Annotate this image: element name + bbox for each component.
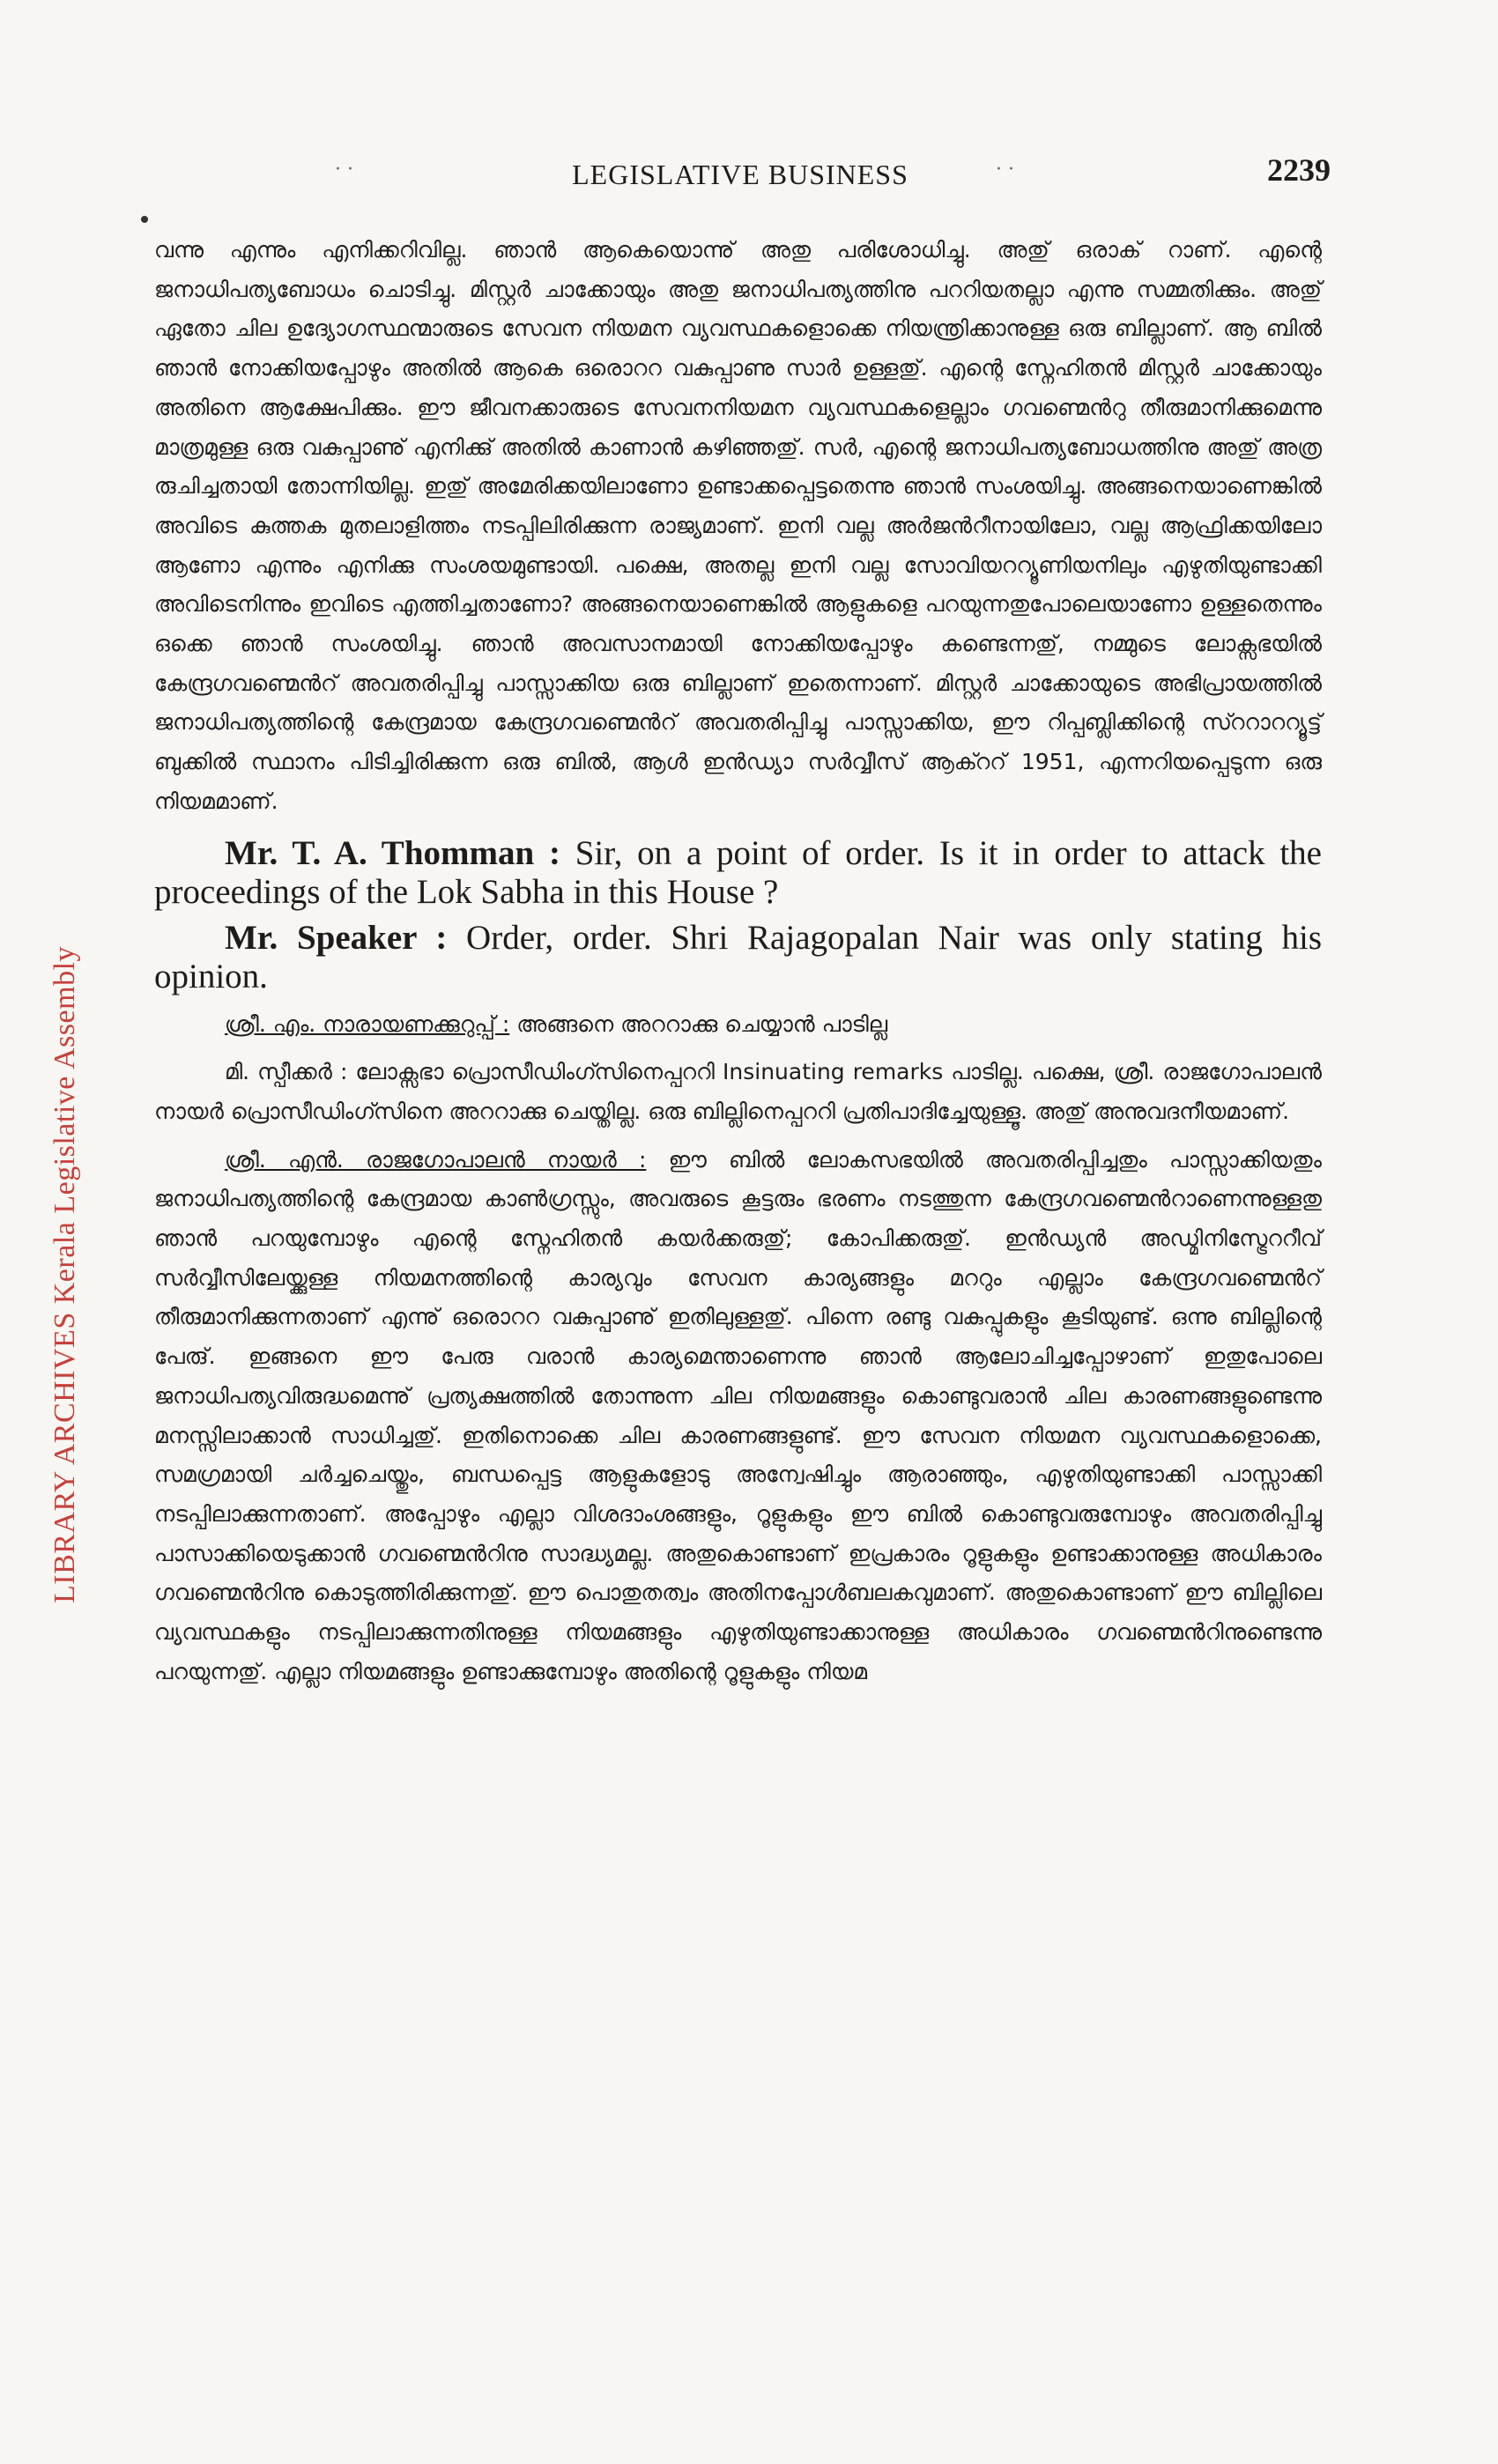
header-smudge-right: · · (996, 159, 1014, 181)
paragraph-text: അങ്ങനെ അററാക്കു ചെയ്യാൻ പാടില്ല (509, 1010, 888, 1037)
speaker-name: ശ്രീ. എൻ. രാജഗോപാലൻ നായർ : (225, 1146, 647, 1173)
speaker-name: Mr. T. A. Thomman : (225, 833, 560, 872)
margin-dot (141, 216, 148, 223)
speaker-name: Mr. Speaker : (225, 918, 448, 957)
paragraph-4 (154, 1005, 1322, 1045)
paragraph-text: Sir, on a point of order. Is it in order to attack the proceedings of the Lok Sabha in this House ? (154, 833, 1322, 911)
paragraph-text: വന്നു എന്നും എനിക്കറിവില്ല. ഞാൻ ആകെയൊന്നു് അതു പരിശോധിച്ചു. അതു് ഒരാക് റാണ്. എന്റെ ജനാധിപത്യബോധം ചൊടിച്ചു. മിസ്റ്റർ ചാക്കോയും അതു ജനാധിപത്യത്തിനു പററിയതല്ലാ എന്നു സമ്മതിക്കും. അതു് ഏതോ ചില ഉദ്യോഗസ്ഥന്മാരുടെ സേവന നിയമന വ്യവസ്ഥകളൊക്കെ നിയന്ത്രിക്കാനുള്ള ഒരു ബില്ലാണ്. ആ ബിൽ ഞാൻ നോക്കിയപ്പോഴും അതിൽ ആകെ ഒരൊററ വകുപ്പാണു സാർ ഉള്ളതു്. എന്റെ സ്നേഹിതൻ മിസ്റ്റർ ചാക്കോയും അതിനെ ആക്ഷേപിക്കും. ഈ ജീവനക്കാരുടെ സേവനനിയമന വ്യവസ്ഥകളെല്ലാം ഗവണ്മെൻറു തീരുമാനിക്കുമെന്നു മാത്രമുള്ള ഒരു വകുപ്പാണു് എനിക്കു് അതിൽ കാണാൻ കഴിഞ്ഞതു്. സർ, എന്റെ ജനാധിപത്യബോധത്തിനു അതു് അത്ര രുചിച്ചതായി തോന്നിയില്ല. ഇതു് അമേരിക്കയിലാണോ ഉണ്ടാക്കപ്പെട്ടതെന്നു ഞാൻ സംശയിച്ചു. അങ്ങനെയാണെങ്കിൽ അവിടെ കുത്തക മുതലാളിത്തം നടപ്പിലിരിക്കുന്ന രാജ്യമാണ്. ഇനി വല്ല അർജൻറീനായിലോ, വല്ല ആഫ്രിക്കയിലോ ആണോ എന്നും എനിക്കു സംശയമുണ്ടായി. പക്ഷെ, അതല്ല ഇനി വല്ല സോവിയററ്യൂണിയനിലും എഴുതിയുണ്ടാക്കി അവിടെനിന്നും ഇവിടെ എത്തിച്ചതാണോ? അങ്ങനെയാണെങ്കിൽ ആളുകളെ പറയുന്നതുപോലെയാണോ ഉള്ളതെന്നും ഒക്കെ ഞാൻ സംശയിച്ചു. ഞാൻ അവസാനമായി നോക്കിയപ്പോഴും കണ്ടെന്നതു്, നമ്മുടെ ലോക്സഭയിൽ കേന്ദ്രഗവണ്മെൻറ് അവതരിപ്പിച്ചു പാസ്സാക്കിയ ഒരു ബില്ലാണ് ഇതെന്നാണ്. മിസ്റ്റർ ചാക്കോയുടെ അഭിപ്രായത്തിൽ ജനാധിപത്യത്തിന്റെ കേന്ദ്രമായ കേന്ദ്രഗവണ്മെൻറ് അവതരിപ്പിച്ചു പാസ്സാക്കിയ, ഈ റിപ്പബ്ലിക്കിന്റെ സ്ററാററ്യൂട്ട് ബുക്കിൽ സ്ഥാനം പിടിച്ചിരിക്കുന്ന ഒരു ബിൽ, ആൾ ഇൻഡ്യാ സർവ്വീസ് ആക്ററ് 1951, എന്നറിയപ്പെടുന്ന ഒരു നിയമമാണ്. (154, 237, 1322, 814)
paragraph-6 (154, 1141, 1322, 1692)
body-text (154, 231, 1322, 1699)
page-number: 2239 (1267, 152, 1331, 188)
header-smudge-left: · · (335, 159, 353, 181)
speaker-name: ശ്രീ. എം. നാരായണക്കുറുപ്പ് : (225, 1010, 510, 1037)
paragraph-text: ഈ ബിൽ ലോകസഭയിൽ അവതരിപ്പിച്ചതും പാസ്സാക്കിയതും ജനാധിപത്യത്തിന്റെ കേന്ദ്രമായ കാൺഗ്രസ്സും, അവരുടെ കൂട്ടരും ഭരണം നടത്തുന്ന കേന്ദ്രഗവണ്മെൻറാണെന്നുള്ളതു ഞാൻ പറയുമ്പോഴും എന്റെ സ്നേഹിതൻ കയർക്കരുതു്; കോപിക്കരുതു്. ഇൻഡ്യൻ അഡ്മിനിസ്ട്രേററീവ് സർവ്വീസിലേയ്ക്കുള്ള നിയമനത്തിന്റെ കാര്യവും സേവന കാര്യങ്ങളും മററും എല്ലാം കേന്ദ്രഗവണ്മെൻറ് തീരുമാനിക്കുന്നതാണ് എന്നു് ഒരൊററ വകുപ്പാണു് ഇതിലുള്ളതു്. പിന്നെ രണ്ടു വകുപ്പുകളും കൂടിയുണ്ട്. ഒന്നു ബില്ലിന്റെ പേരു്. ഇങ്ങനെ ഈ പേരു വരാൻ കാര്യമെന്താണെന്നു ഞാൻ ആലോചിച്ചപ്പോഴാണ് ഇതുപോലെ ജനാധിപത്യവിരുദ്ധമെന്നു് പ്രത്യക്ഷത്തിൽ തോന്നുന്ന ചില നിയമങ്ങളും കൊണ്ടുവരാൻ ചില കാരണങ്ങളുണ്ടെന്നു മനസ്സിലാക്കാൻ സാധിച്ചതു്. ഇതിനൊക്കെ ചില കാരണങ്ങളുണ്ട്. ഈ സേവന നിയമന വ്യവസ്ഥകളൊക്കെ, സമഗ്രമായി ചർച്ചചെയ്തും, ബന്ധപ്പെട്ട ആളുകളോടു അന്വേഷിച്ചും ആരാഞ്ഞും, എഴുതിയുണ്ടാക്കി പാസ്സാക്കി നടപ്പിലാക്കുന്നതാണ്. അപ്പോഴും എല്ലാ വിശദാംശങ്ങളും, റൂളുകളും ഈ ബിൽ കൊണ്ടുവരുമ്പോഴും അവതരിപ്പിച്ചു പാസാക്കിയെടുക്കാൻ ഗവണ്മെൻറിനു സാദ്ധ്യമല്ല. അതുകൊണ്ടാണ് ഇപ്രകാരം റൂളുകളും ഉണ്ടാക്കാനുള്ള അധികാരം ഗവണ്മെൻറിനു കൊടുത്തിരിക്കുന്നതു്. ഈ പൊതുതത്വം അതിനപ്പോൾബലകവുമാണ്. അതുകൊണ്ടാണ് ഈ ബില്ലിലെ വ്യവസ്ഥകളും നടപ്പിലാക്കുന്നതിനുള്ള നിയമങ്ങളും എഴുതിയുണ്ടാക്കാനുള്ള അധികാരം ഗവണ്മെൻറിനുണ്ടെന്നു പറയുന്നതു്. എല്ലാ നിയമങ്ങളും ഉണ്ടാക്കുമ്പോഴും അതിന്റെ റൂളുകളും നിയമ (154, 1146, 1322, 1684)
paragraph-3 (154, 919, 1322, 996)
paragraph-1 (154, 231, 1322, 822)
paragraph-text: ലോക്സഭാ പ്രൊസീഡിംഗ്സിനെപ്പററി Insinuating remarks പാടില്ല. പക്ഷെ, ശ്രീ. രാജഗോപാലൻ നായർ പ്രൊസീഡിംഗ്സിനെ അററാക്കു ചെയ്തില്ല. ഒരു ബില്ലിനെപ്പററി പ്രതിപാദിച്ചേയുള്ളൂ. അതു് അനുവദനീയമാണ്. (154, 1059, 1322, 1124)
page-header (150, 152, 1331, 203)
paragraph-5 (154, 1053, 1322, 1131)
archive-stamp: LIBRARY ARCHIVES Kerala Legislative Assembly (48, 945, 81, 1603)
speaker-name: മി. സ്പീക്കർ : (225, 1059, 348, 1085)
header-title: LEGISLATIVE BUSINESS (572, 159, 908, 190)
paragraph-2 (154, 834, 1322, 912)
paragraph-text: Order, order. Shri Rajagopalan Nair was only stating his opinion. (154, 918, 1323, 995)
